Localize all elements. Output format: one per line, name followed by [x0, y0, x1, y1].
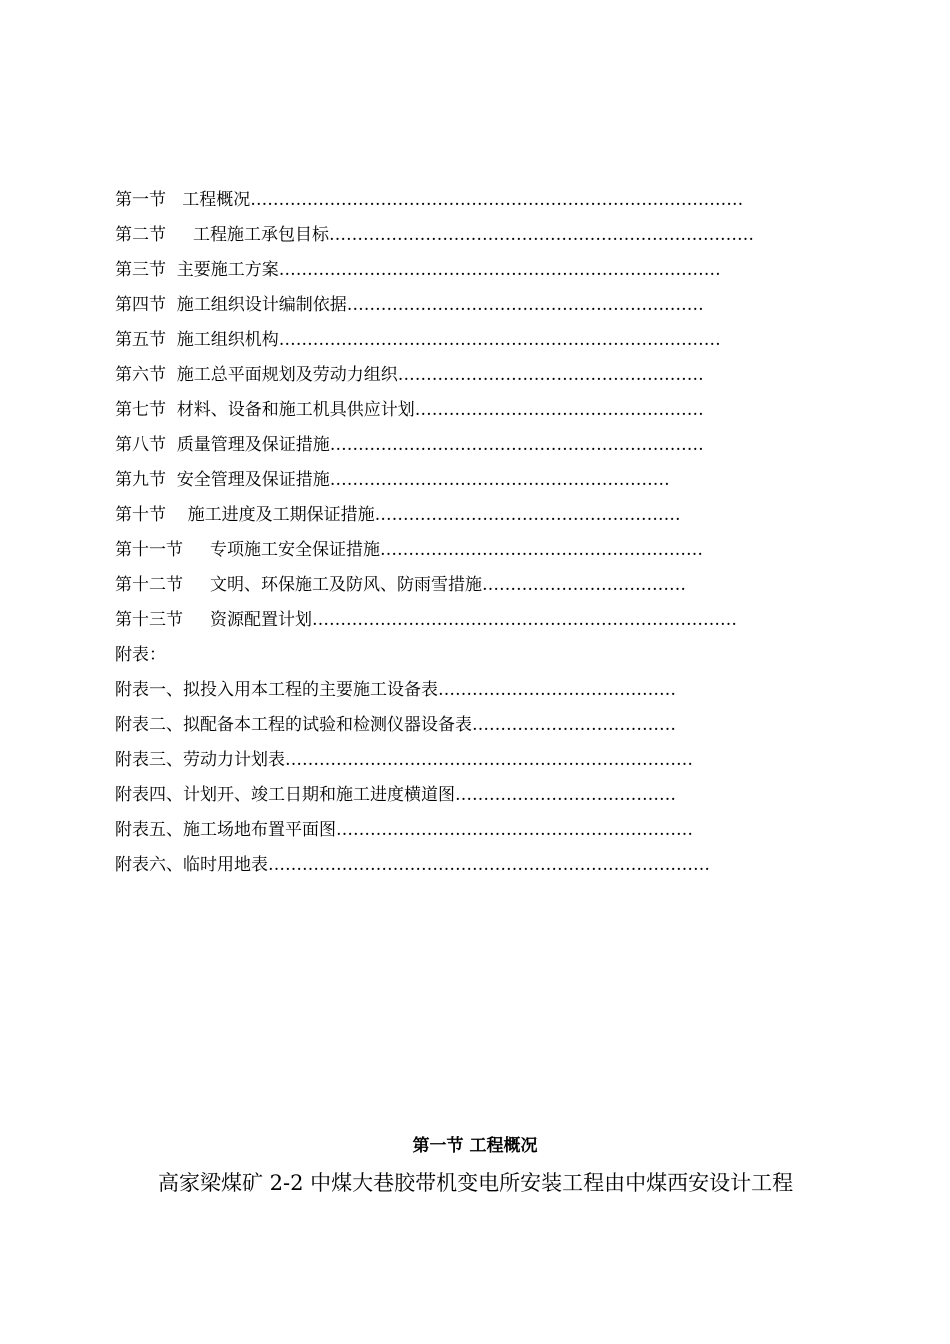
toc-item: 附表四、计划开、竣工日期和施工进度横道图…………………………………: [115, 785, 676, 805]
toc-item: 附表二、拟配备本工程的试验和检测仪器设备表………………………………: [115, 715, 676, 735]
toc-item: 附表六、临时用地表……………………………………………………………………: [115, 855, 710, 875]
toc-item: 第八节 质量管理及保证措施…………………………………………………………: [115, 435, 704, 455]
table-of-contents: [115, 186, 795, 886]
section-heading: 第一节 工程概况: [412, 1136, 538, 1156]
toc-item: 第五节 施工组织机构……………………………………………………………………: [115, 330, 721, 350]
toc-item: 第一节 工程概况……………………………………………………………………………: [115, 190, 744, 210]
toc-item: 附表：: [115, 645, 166, 665]
toc-item: 第六节 施工总平面规划及劳动力组织………………………………………………: [115, 365, 704, 385]
toc-item: 附表五、施工场地布置平面图………………………………………………………: [115, 820, 693, 840]
body-paragraph: 高家梁煤矿 2-2 中煤大巷胶带机变电所安装工程由中煤西安设计工程: [158, 1171, 794, 1195]
toc-item: 第九节 安全管理及保证措施……………………………………………………: [115, 470, 670, 490]
toc-item: 第四节 施工组织设计编制依据………………………………………………………: [115, 295, 704, 315]
toc-item: 第二节 工程施工承包目标…………………………………………………………………: [115, 225, 755, 245]
toc-item: 第十一节 专项施工安全保证措施…………………………………………………: [115, 540, 704, 560]
toc-item: 附表一、拟投入用本工程的主要施工设备表……………………………………: [115, 680, 676, 700]
toc-item: 第十二节 文明、环保施工及防风、防雨雪措施………………………………: [115, 575, 687, 595]
toc-item: 附表三、劳动力计划表………………………………………………………………: [115, 750, 693, 770]
toc-item: 第十节 施工进度及工期保证措施………………………………………………: [115, 505, 681, 525]
toc-item: 第十三节 资源配置计划…………………………………………………………………: [115, 610, 738, 630]
toc-item: 第七节 材料、设备和施工机具供应计划……………………………………………: [115, 400, 704, 420]
toc-item: 第三节 主要施工方案……………………………………………………………………: [115, 260, 721, 280]
